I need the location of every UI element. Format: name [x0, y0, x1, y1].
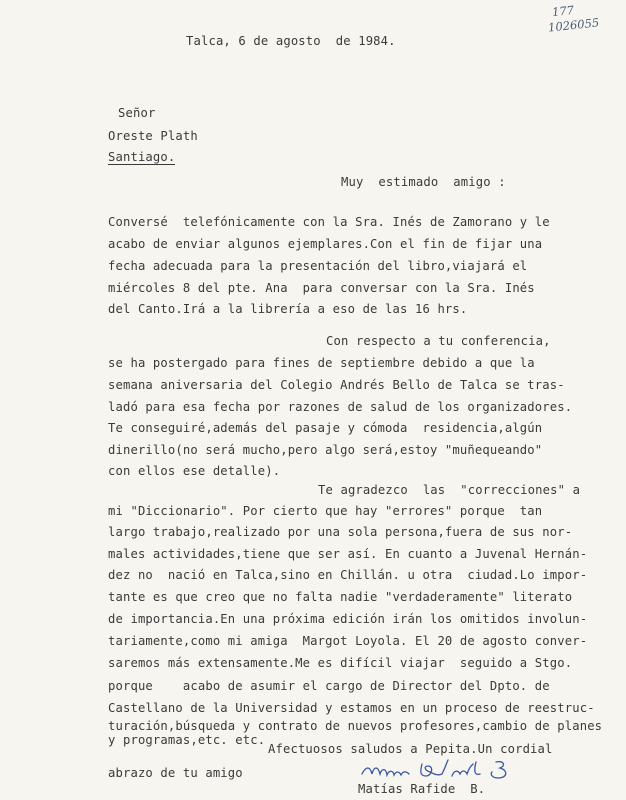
body-line: y programas,etc. etc. [108, 733, 266, 747]
body-line: mi "Diccionario". Por cierto que hay "errores" porque tan [108, 504, 543, 518]
body-line: Te agradezco las "correcciones" a [318, 483, 581, 497]
body-line: males actividades,tiene que ser así. En cuanto a Juvenal Hernán- [108, 547, 588, 561]
body-line: dez no nació en Talca,sino en Chillán. u otra ciudad.Lo impor- [108, 568, 588, 582]
body-line: miércoles 8 del pte. Ana para conversar con la Sra. Inés [108, 281, 535, 295]
body-line: turación,búsqueda y contrato de nuevos profesores,cambio de planes [108, 719, 603, 733]
body-line: se ha postergado para fines de septiembre debido a que la [108, 356, 535, 370]
body-line: tante es que creo que no falta nadie "verdaderamente" literato [108, 590, 573, 604]
date-line: Talca, 6 de agosto de 1984. [186, 34, 396, 48]
archive-number-1: 177 [551, 2, 575, 20]
body-line: largo trabajo,realizado por una sola persona,fuera de sus nor- [108, 525, 573, 539]
body-line: Castellano de la Universidad y estamos en un proceso de reestruc- [108, 701, 595, 715]
body-line: ladó para esa fecha por razones de salud de los organizadores. [108, 400, 573, 414]
recipient-title: Señor [118, 106, 156, 120]
closing-line-1: Afectuosos saludos a Pepita.Un cordial [268, 742, 553, 756]
salutation: Muy estimado amigo : [341, 175, 506, 189]
body-line: Te conseguiré,además del pasaje y cómoda residencia,algún [108, 421, 543, 435]
archive-number-2: 1026055 [547, 15, 600, 35]
closing-line-2: abrazo de tu amigo [108, 766, 243, 780]
body-line: Con respecto a tu conferencia, [326, 334, 551, 348]
body-line: dinerillo(no será mucho,pero algo será,estoy "muñequeando" [108, 443, 543, 457]
body-line: saremos más extensamente.Me es difícil viajar seguido a Stgo. [108, 656, 573, 670]
body-line: Conversé telefónicamente con la Sra. Inés de Zamorano y le [108, 215, 550, 229]
body-line: porque acabo de asumir el cargo de Director del Dpto. de [108, 679, 550, 693]
recipient-city: Santiago. [108, 150, 176, 164]
body-line: fecha adecuada para la presentación del libro,viajará el [108, 259, 528, 273]
body-line: del Canto.Irá a la librería a eso de las 16 hrs. [108, 302, 468, 316]
body-line: semana aniversaria del Colegio Andrés Bello de Talca se tras- [108, 378, 565, 392]
recipient-name: Oreste Plath [108, 129, 198, 143]
body-line: con ellos ese detalle). [108, 464, 281, 478]
body-line: acabo de enviar algunos ejemplares.Con el fin de fijar una [108, 237, 543, 251]
body-line: tariamente,como mi amiga Margot Loyola. El 20 de agosto conver- [108, 634, 588, 648]
typed-signature: Matías Rafide B. [358, 782, 486, 796]
body-line: de importancia.En una próxima edición irán los omitidos involun- [108, 612, 588, 626]
